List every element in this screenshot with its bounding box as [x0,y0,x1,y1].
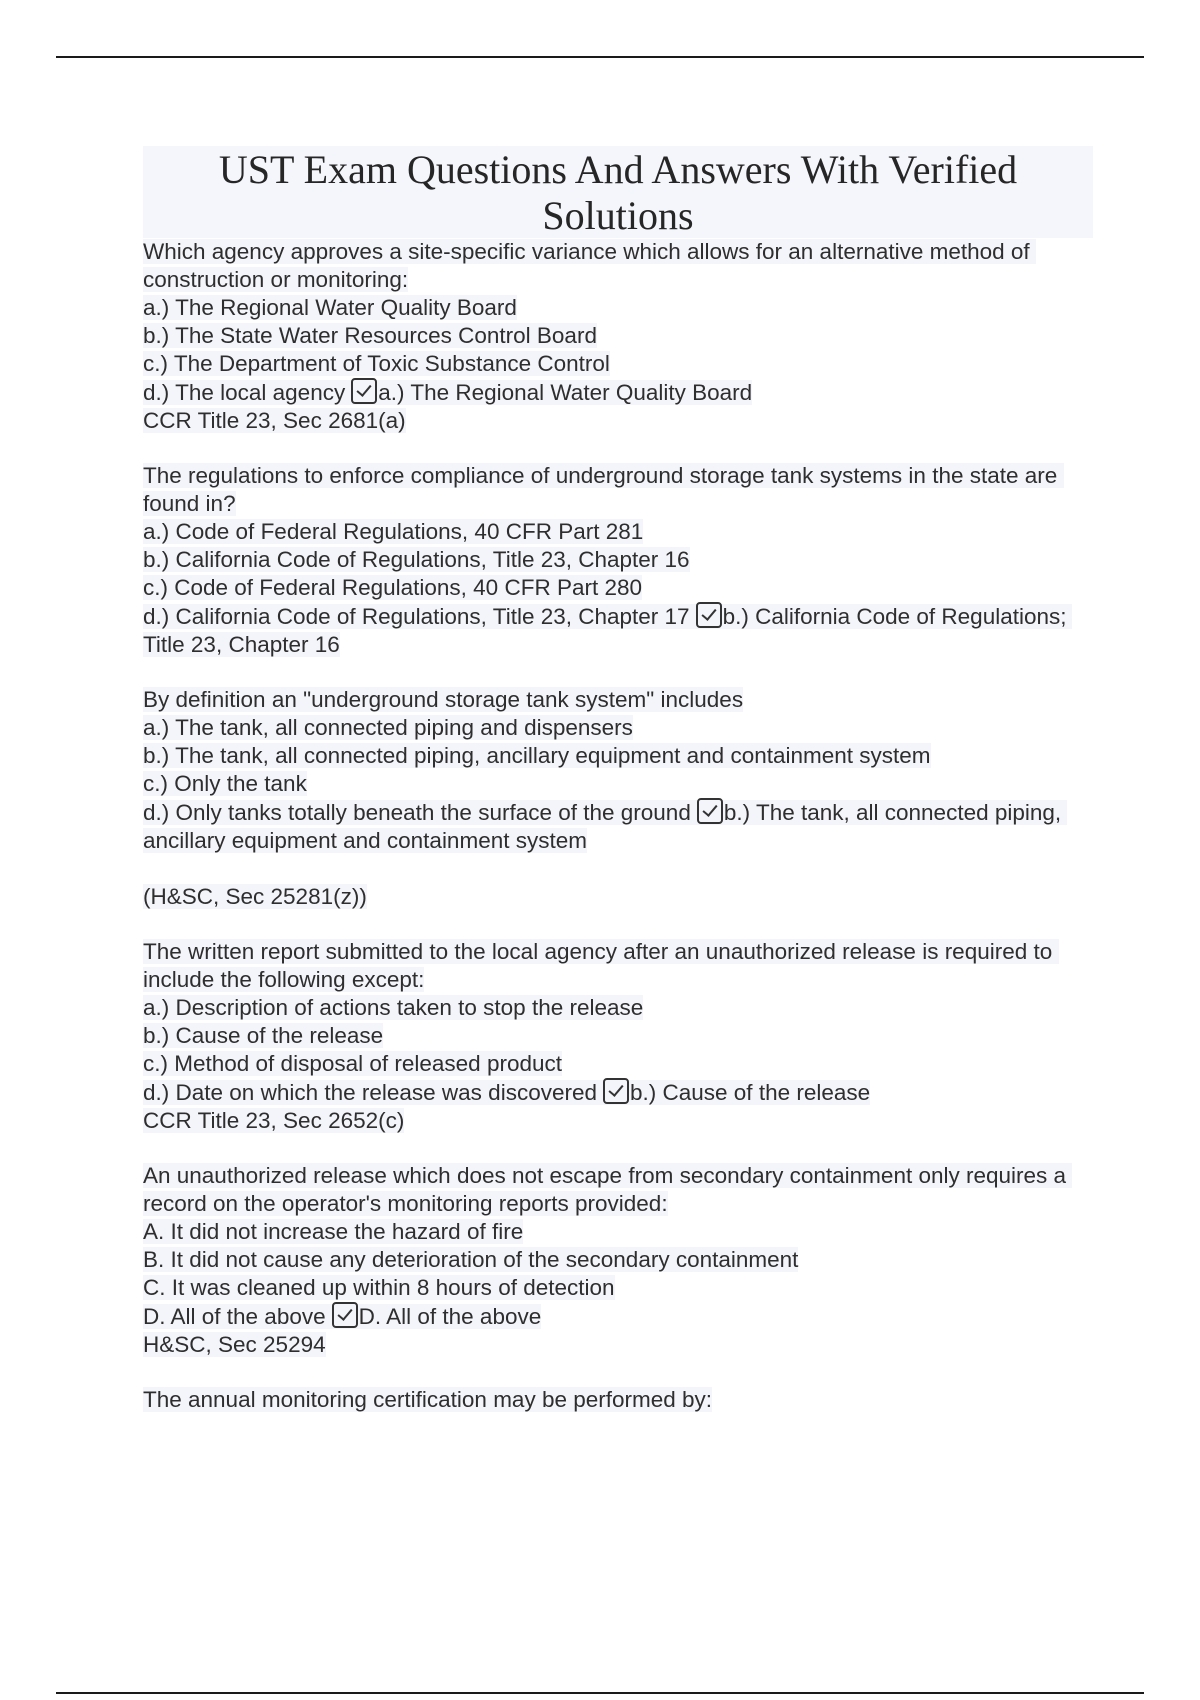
question-text: By definition an "underground storage tank system" includes [143,687,744,712]
qa-item-1 [143,238,1093,435]
question-text: The written report submitted to the local agency after an unauthorized release is required to include the following except: [143,939,1059,992]
option-d: D. All of the above [143,1304,326,1329]
option-d: d.) Date on which the release was discovered [143,1080,597,1105]
option-c: c.) Code of Federal Regulations, 40 CFR Part 280 [143,575,642,600]
option-d: d.) Only tanks totally beneath the surface of the ground [143,800,691,825]
question-text: The regulations to enforce compliance of underground storage tank systems in the state are found in? [143,463,1064,516]
question-text: An unauthorized release which does not escape from secondary containment only requires a record on the operator's monitoring reports provided: [143,1163,1073,1216]
option-d: d.) California Code of Regulations, Title 23, Chapter 17 [143,604,690,629]
question-text: The annual monitoring certification may be performed by: [143,1387,713,1412]
reference-text: CCR Title 23, Sec 2652(c) [143,1108,405,1133]
qa-item-6 [143,1386,1093,1414]
option-a: a.) Description of actions taken to stop the release [143,995,644,1020]
qa-item-2 [143,462,1093,659]
option-a: a.) The tank, all connected piping and dispensers [143,715,633,740]
option-a: a.) The Regional Water Quality Board [143,295,517,320]
option-b: B. It did not cause any deterioration of the secondary containment [143,1247,799,1272]
footer-rule [56,1692,1144,1694]
option-c: c.) Method of disposal of released product [143,1051,562,1076]
answer-text: b.) The tank, all connected piping, ancillary equipment and containment system [143,800,1068,853]
option-b: b.) Cause of the release [143,1023,384,1048]
document-body [143,146,1093,1441]
option-b: b.) The tank, all connected piping, ancillary equipment and containment system [143,743,931,768]
header-rule [56,56,1144,58]
document-title: UST Exam Questions And Answers With Verified Solutions [143,146,1093,238]
option-b: b.) The State Water Resources Control Board [143,323,597,348]
answer-text: D. All of the above [358,1304,542,1329]
checkmark-box-icon [697,798,723,824]
qa-item-5 [143,1162,1093,1359]
option-a: A. It did not increase the hazard of fire [143,1219,524,1244]
checkmark-box-icon [351,378,377,404]
reference-text: (H&SC, Sec 25281(z)) [143,884,367,909]
reference-text: CCR Title 23, Sec 2681(a) [143,408,406,433]
checkmark-box-icon [696,602,722,628]
option-c: c.) The Department of Toxic Substance Control [143,351,610,376]
option-c: c.) Only the tank [143,771,307,796]
answer-text: b.) California Code of Regulations; Title 23, Chapter 16 [143,604,1073,657]
answer-text: b.) Cause of the release [630,1080,871,1105]
option-a: a.) Code of Federal Regulations, 40 CFR Part 281 [143,519,644,544]
question-text: Which agency approves a site-specific variance which allows for an alternative method of construction or monitoring: [143,239,1036,292]
option-c: C. It was cleaned up within 8 hours of detection [143,1275,615,1300]
answer-text: a.) The Regional Water Quality Board [378,380,753,405]
qa-item-3 [143,686,1093,911]
reference-text: H&SC, Sec 25294 [143,1332,326,1357]
option-d: d.) The local agency [143,380,346,405]
option-b: b.) California Code of Regulations, Title 23, Chapter 16 [143,547,690,572]
qa-item-4 [143,938,1093,1135]
checkmark-box-icon [332,1302,358,1328]
checkmark-box-icon [603,1078,629,1104]
